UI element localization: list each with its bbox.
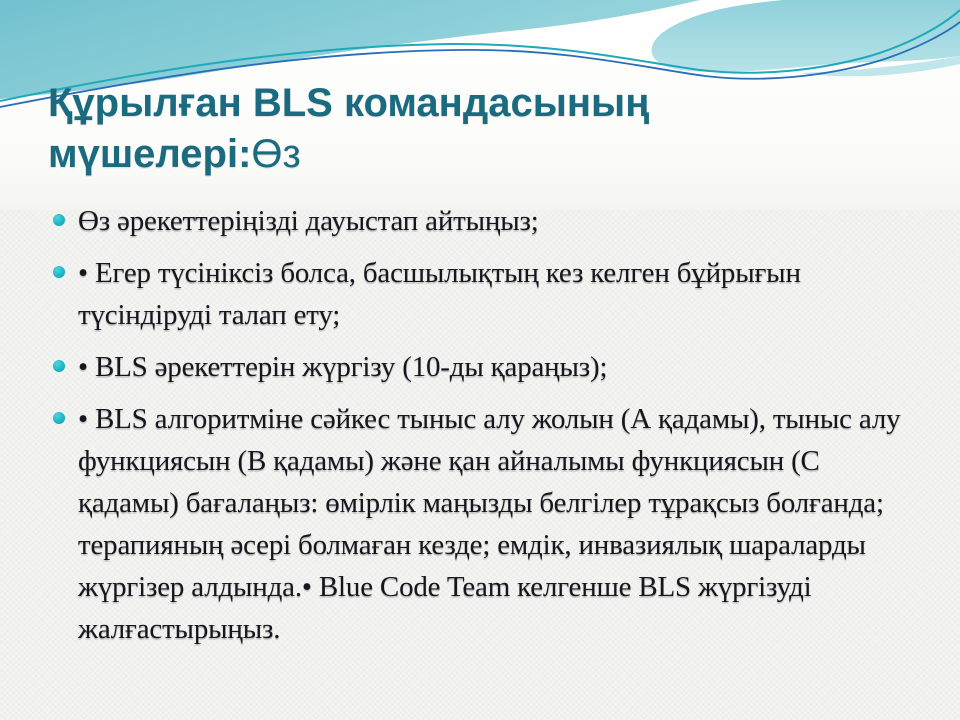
bullet-dot-icon [53, 412, 65, 424]
title-line2-bold: мүшелері: [48, 132, 252, 176]
bullet-dot-icon [53, 214, 65, 226]
list-item [48, 398, 922, 650]
title-line2-light: Өз [251, 132, 301, 176]
bullet-text: • BLS алгоритміне сәйкес тыныс алу жолын (А қадамы), тыныс алу функциясын (В қадамы) және қан айналымы функциясын (С қадамы) бағалаңыз: өмірлік маңызды белгілер тұрақсыз болғанда; терапияның әсері болмаған кезде; емдік, инвазиялық шараларды жүргізер алдында.• Blue Code Team келгенше BLS жүргізуді жалғастырыңыз. [78, 403, 901, 645]
bullet-text: • BLS әрекеттерін жүргізу (10-ды қараңыз); [78, 351, 608, 383]
bullet-text: • Егер түсініксіз болса, басшылықтың кез келген бұйрығын түсіндіруді талап ету; [78, 257, 801, 331]
bullet-text: Өз әрекеттеріңізді дауыстап айтыңыз; [78, 205, 539, 237]
list-item [48, 346, 922, 388]
title-line2 [48, 129, 928, 180]
slide-title [48, 78, 928, 180]
bullet-dot-icon [53, 360, 65, 372]
bullet-dot-icon [53, 266, 65, 278]
bullet-list [48, 200, 922, 660]
title-line1: Құрылған BLS командасының [48, 81, 650, 125]
list-item [48, 200, 922, 242]
list-item [48, 252, 922, 336]
